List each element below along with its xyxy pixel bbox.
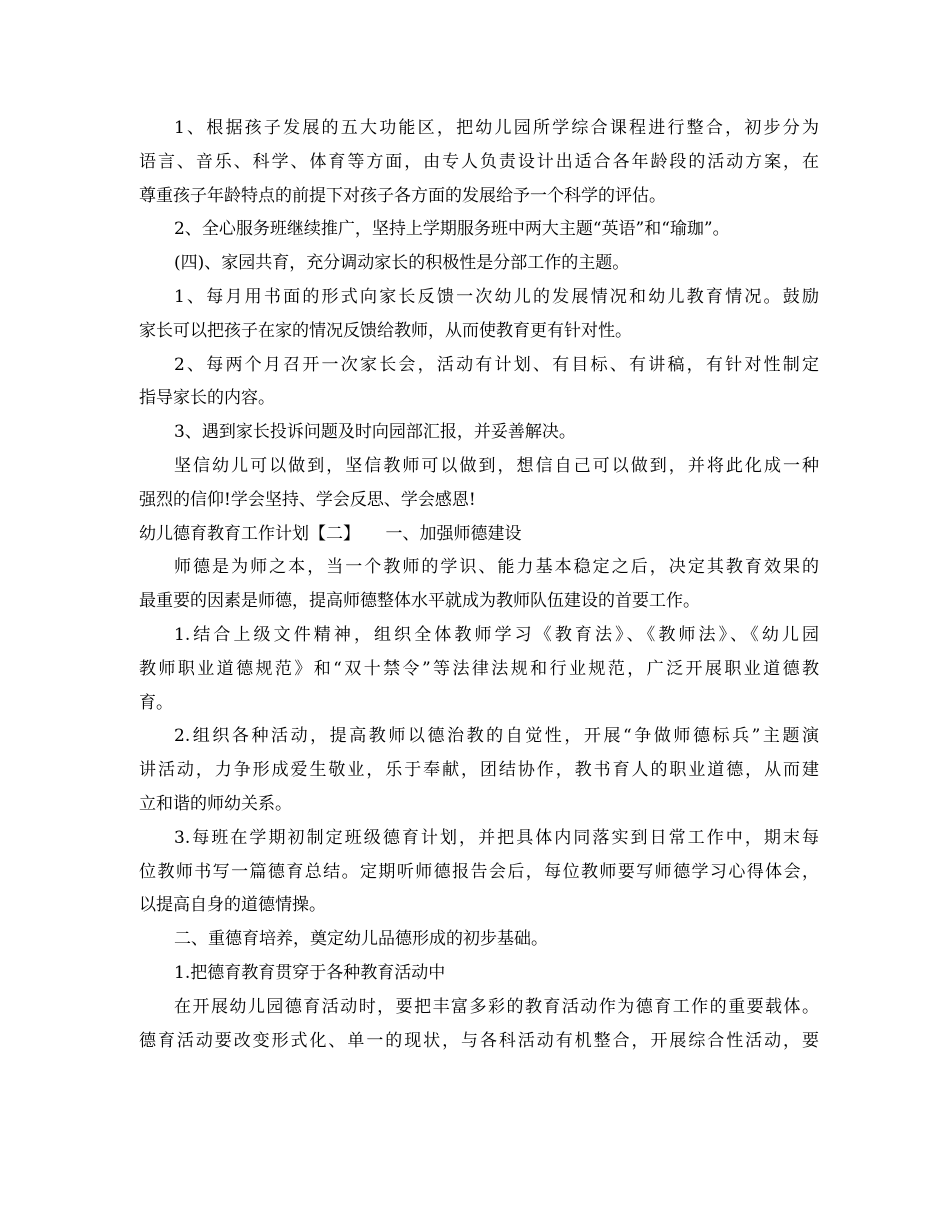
text-line: 位教师书写一篇德育总结。定期听师德报告会后，每位教师要写师德学习心得体会， (139, 861, 819, 882)
text-line: 语言、音乐、科学、体育等方面，由专人负责设计出适合各年龄段的活动方案，在 (139, 151, 819, 172)
text-line: 以提高自身的道德情操。 (139, 895, 326, 916)
text-line: 强烈的信仰!学会坚持、学会反思、学会感恩! (139, 489, 476, 510)
text-line: (四)、家园共育，充分调动家长的积极性是分部工作的主题。 (174, 253, 630, 274)
text-line: 指导家长的内容。 (139, 388, 275, 409)
text-line: 3.每班在学期初制定班级德育计划，并把具体内同落实到日常工作中，期末每 (174, 827, 819, 848)
text-line: 二、重德育培养，奠定幼儿品德形成的初步基础。 (174, 929, 548, 950)
text-line: 教师职业道德规范》和“双十禁令”等法律法规和行业规范，广泛开展职业道德教 (139, 658, 819, 679)
text-line: 2.组织各种活动，提高教师以德治教的自觉性，开展“争做师德标兵”主题演 (174, 726, 819, 747)
text-line: 德育活动要改变形式化、单一的现状，与各科活动有机整合，开展综合性活动，要 (139, 1030, 819, 1051)
text-line: 3、遇到家长投诉问题及时向园部汇报，并妥善解决。 (174, 422, 576, 443)
text-line: 2、全心服务班继续推广，坚持上学期服务班中两大主题“英语”和“瑜珈”。 (174, 219, 730, 240)
text-line: 坚信幼儿可以做到，坚信教师可以做到，想信自己可以做到，并将此化成一种 (174, 455, 819, 476)
document-body (139, 112, 819, 1058)
text-line: 在开展幼儿园德育活动时，要把丰富多彩的教育活动作为德育工作的重要载体。 (174, 996, 819, 1017)
text-line: 尊重孩子年龄特点的前提下对孩子各方面的发展给予一个科学的评估。 (139, 185, 666, 206)
text-line: 立和谐的师幼关系。 (139, 793, 292, 814)
text-line: 1、根据孩子发展的五大功能区，把幼儿园所学综合课程进行整合，初步分为 (174, 118, 819, 138)
text-line: 师德是为师之本，当一个教师的学识、能力基本稳定之后，决定其教育效果的 (174, 557, 819, 578)
text-line: 1、每月用书面的形式向家长反馈一次幼儿的发展情况和幼儿教育情况。鼓励 (174, 286, 819, 307)
text-line: 1.结合上级文件精神，组织全体教师学习《教育法》、《教师法》、《幼儿园 (174, 624, 819, 645)
text-line: 最重要的因素是师德，提高师德整体水平就成为教师队伍建设的首要工作。 (139, 591, 700, 612)
text-line: 家长可以把孩子在家的情况反馈给教师，从而使教育更有针对性。 (139, 320, 632, 341)
text-line: 幼儿德育教育工作计划【二】 一、加强师德建设 (139, 523, 522, 544)
text-line: 育。 (139, 692, 173, 713)
text-line: 1.把德育教育贯穿于各种教育活动中 (174, 962, 446, 983)
text-line: 2、每两个月召开一次家长会，活动有计划、有目标、有讲稿，有针对性制定 (174, 354, 819, 375)
text-line: 讲活动，力争形成爱生敬业，乐于奉献，团结协作，教书育人的职业道德，从而建 (139, 760, 819, 781)
